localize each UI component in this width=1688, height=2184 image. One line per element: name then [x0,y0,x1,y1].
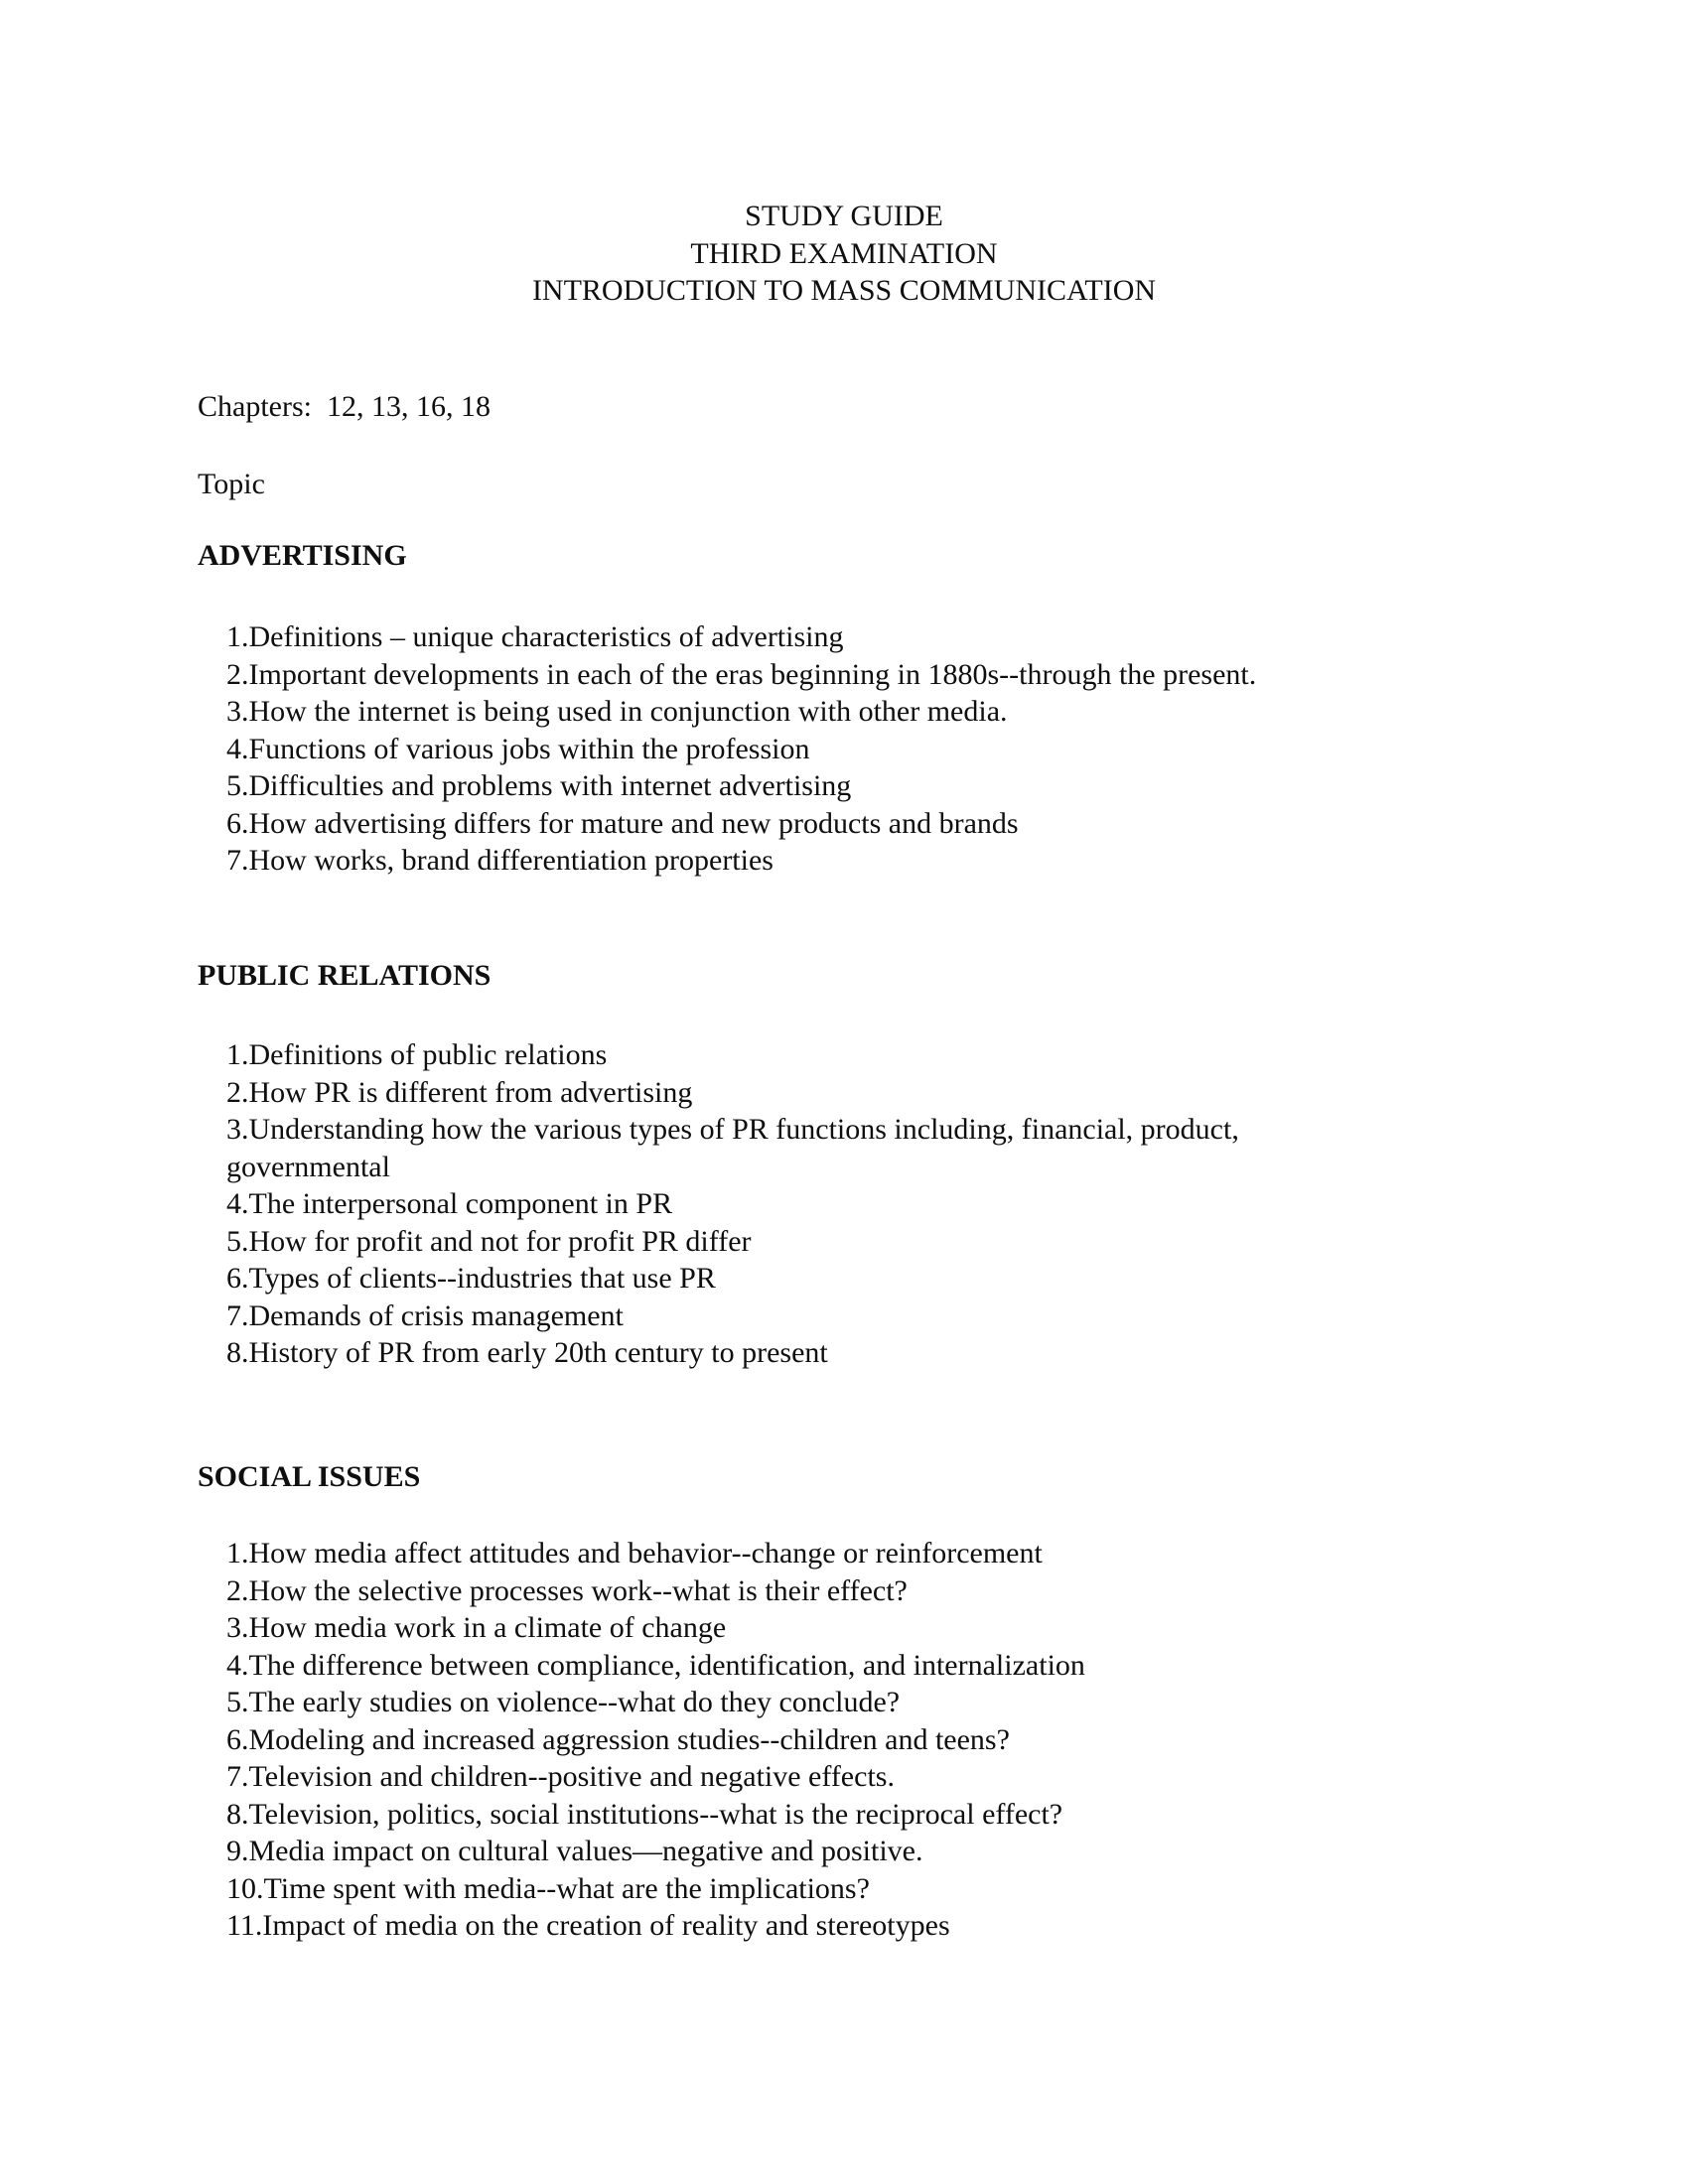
public-relations-item-1: 1.Definitions of public relations [226,1038,608,1071]
advertising-item-5: 5.Difficulties and problems with internet advertising [226,769,852,802]
public-relations-item-6: 6.Types of clients--industries that use PR [226,1262,716,1295]
social-issues-item-11: 11.Impact of media on the creation of reality and stereotypes [226,1909,950,1942]
advertising-item-6: 6.How advertising differs for mature and new products and brands [226,806,1019,840]
topic-label: Topic [198,468,265,500]
advertising-item-1: 1.Definitions – unique characteristics of advertising [226,620,844,653]
document-title-block [0,198,1688,310]
social-issues-item-7: 7.Television and children--positive and negative effects. [226,1760,895,1793]
section-heading-public-relations: PUBLIC RELATIONS [198,959,492,992]
social-issues-list [226,1535,1497,1945]
title-line-2: THIRD EXAMINATION [690,236,998,270]
social-issues-item-2: 2.How the selective processes work--what is their effect? [226,1573,908,1607]
public-relations-item-3-continuation: governmental [226,1150,390,1183]
social-issues-item-3: 3.How media work in a climate of change [226,1611,727,1644]
public-relations-list [226,1036,1497,1372]
advertising-item-7: 7.How works, brand differentiation properties [226,844,774,877]
advertising-list [226,618,1497,880]
social-issues-item-10: 10.Time spent with media--what are the implications? [226,1871,870,1905]
public-relations-item-4: 4.The interpersonal component in PR [226,1187,673,1220]
social-issues-item-9: 9.Media impact on cultural values—negative and positive. [226,1835,923,1867]
chapters-line: Chapters: 12, 13, 16, 18 [198,390,491,423]
public-relations-item-2: 2.How PR is different from advertising [226,1075,693,1109]
public-relations-item-3: 3.Understanding how the various types of PR functions including, financial, product, [226,1113,1239,1146]
advertising-item-4: 4.Functions of various jobs within the profession [226,732,810,765]
social-issues-item-8: 8.Television, politics, social institutions--what is the reciprocal effect? [226,1797,1063,1831]
public-relations-item-8: 8.History of PR from early 20th century to present [226,1336,828,1369]
social-issues-item-5: 5.The early studies on violence--what do they conclude? [226,1686,901,1718]
advertising-item-2: 2.Important developments in each of the eras beginning in 1880s--through the present. [226,657,1257,691]
social-issues-item-4: 4.The difference between compliance, identification, and internalization [226,1648,1085,1682]
public-relations-item-7: 7.Demands of crisis management [226,1298,624,1332]
public-relations-item-5: 5.How for profit and not for profit PR differ [226,1224,752,1258]
social-issues-item-1: 1.How media affect attitudes and behavior--change or reinforcement [226,1537,1043,1570]
title-line-1: STUDY GUIDE [745,200,943,232]
advertising-item-3: 3.How the internet is being used in conjunction with other media. [226,695,1008,728]
title-line-3: INTRODUCTION TO MASS COMMUNICATION [531,274,1157,307]
section-heading-social-issues: SOCIAL ISSUES [198,1460,421,1493]
social-issues-item-6: 6.Modeling and increased aggression studies--children and teens? [226,1722,1010,1756]
section-heading-advertising: ADVERTISING [198,539,407,572]
